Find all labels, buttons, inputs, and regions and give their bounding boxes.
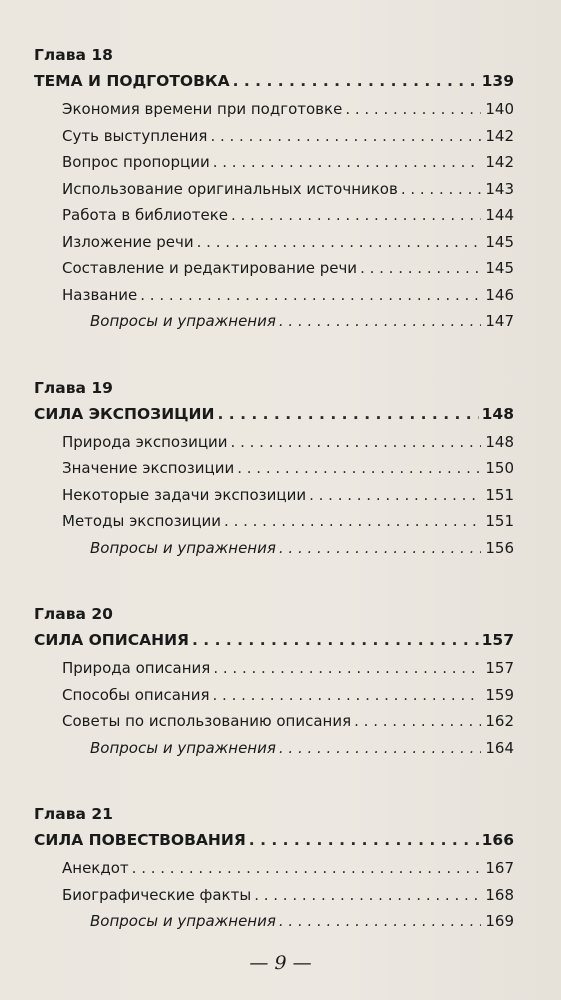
page-number: 144 [485, 206, 514, 224]
leader-dots [140, 282, 481, 309]
toc-entry[interactable] [34, 855, 514, 882]
page-number-folio: — 9 — [249, 952, 312, 974]
entry-text: Суть выступления [62, 126, 208, 145]
page-number: 148 [485, 432, 514, 451]
page-number: 168 [485, 885, 514, 904]
chapter-label: Глава 20 [34, 605, 113, 623]
chapter-title-row[interactable] [34, 399, 514, 429]
entry-text: Значение экспозиции [62, 459, 235, 477]
leader-dots [213, 682, 482, 709]
leader-dots [309, 482, 481, 509]
page-number: 169 [485, 912, 514, 930]
toc-entry[interactable] [34, 455, 514, 482]
leader-dots [360, 255, 481, 282]
entry-text: Составление и редактирование речи [62, 259, 358, 277]
leader-dots [210, 123, 481, 150]
leader-dots [224, 508, 481, 535]
entry-text: Анекдот [62, 859, 129, 877]
leader-dots [279, 735, 481, 762]
page-number: 159 [485, 685, 514, 704]
leader-dots [279, 908, 481, 935]
page-number: 145 [485, 232, 514, 251]
table-of-contents [34, 44, 514, 977]
chapter-20 [34, 603, 514, 761]
leader-dots [279, 308, 481, 335]
entry-text: Работа в библиотеке [62, 206, 228, 224]
entry-text: Вопросы и упражнения [90, 912, 276, 930]
page-number: 166 [481, 831, 514, 849]
entry-text: Вопросы и упражнения [90, 538, 276, 557]
page-number: 139 [481, 72, 514, 90]
leader-dots [254, 882, 481, 909]
leader-dots [213, 655, 481, 682]
page-number: 157 [485, 659, 514, 677]
chapter-title-row[interactable] [34, 66, 514, 96]
toc-entry[interactable] [34, 482, 514, 509]
leader-dots [401, 176, 481, 203]
page-number: 157 [481, 631, 514, 649]
entry-text: Методы экспозиции [62, 512, 222, 530]
page-number: 146 [485, 285, 514, 304]
leader-dots [231, 429, 481, 456]
entry-text: Природа экспозиции [62, 432, 228, 451]
toc-entry[interactable] [34, 229, 514, 256]
entry-text: Биографические факты [62, 885, 252, 904]
toc-entry[interactable] [34, 149, 514, 176]
entry-text: Способы описания [62, 685, 210, 704]
chapter-label: Глава 21 [34, 805, 113, 823]
entry-text: Экономия времени при подготовке [62, 100, 343, 118]
toc-entry-questions[interactable] [34, 908, 514, 935]
toc-entry[interactable] [34, 202, 514, 229]
toc-entry-questions[interactable] [34, 535, 514, 562]
toc-entry[interactable] [34, 882, 514, 909]
chapter-title-row[interactable] [34, 625, 514, 655]
page-number: 151 [485, 485, 514, 504]
chapter-title: ТЕМА И ПОДГОТОВКА [34, 72, 230, 90]
chapter-title-row[interactable] [34, 825, 514, 855]
leader-dots [132, 855, 481, 882]
toc-entry[interactable] [34, 682, 514, 709]
toc-entry[interactable] [34, 655, 514, 682]
page-number: 162 [485, 712, 514, 730]
chapter-title: СИЛА ЭКСПОЗИЦИИ [34, 404, 215, 423]
entry-text: Изложение речи [62, 232, 194, 251]
chapter-label: Глава 19 [34, 378, 113, 397]
page-number: 140 [485, 100, 514, 118]
leader-dots [213, 149, 481, 176]
toc-entry[interactable] [34, 96, 514, 123]
page-number: 142 [485, 126, 514, 145]
entry-text: Название [62, 285, 138, 304]
toc-entry-questions[interactable] [34, 308, 514, 335]
leader-dots [237, 455, 481, 482]
entry-text: Вопросы и упражнения [90, 312, 276, 330]
page-number: 145 [485, 259, 514, 277]
page-number: 150 [485, 459, 514, 477]
leader-dots [345, 96, 481, 123]
toc-entry[interactable] [34, 708, 514, 735]
toc-entry[interactable] [34, 123, 514, 150]
page-number: 156 [485, 538, 514, 557]
leader-dots [354, 708, 481, 735]
leader-dots [218, 399, 479, 429]
page-number: 148 [481, 404, 514, 423]
page-number: 164 [485, 738, 514, 757]
chapter-19 [34, 377, 514, 562]
chapter-title: СИЛА ОПИСАНИЯ [34, 631, 189, 649]
leader-dots [231, 202, 481, 229]
entry-text: Использование оригинальных источников [62, 179, 398, 198]
page-number: 167 [485, 859, 514, 877]
toc-entry[interactable] [34, 429, 514, 456]
page-number: 142 [485, 153, 514, 171]
entry-text: Советы по использованию описания [62, 712, 352, 730]
entry-text: Вопрос пропорции [62, 153, 210, 171]
leader-dots [197, 229, 481, 256]
toc-entry[interactable] [34, 255, 514, 282]
chapter-label: Глава 18 [34, 46, 113, 64]
entry-text: Природа описания [62, 659, 211, 677]
page-number: 147 [485, 312, 514, 330]
entry-text: Некоторые задачи экспозиции [62, 485, 307, 504]
page-number: 143 [485, 179, 514, 198]
toc-entry[interactable] [34, 282, 514, 309]
leader-dots [279, 535, 481, 562]
toc-entry[interactable] [34, 508, 514, 535]
chapter-title: СИЛА ПОВЕСТВОВАНИЯ [34, 831, 246, 849]
chapter-18 [34, 44, 514, 335]
toc-entry[interactable] [34, 176, 514, 203]
leader-dots [192, 625, 479, 655]
leader-dots [249, 825, 479, 855]
leader-dots [233, 66, 479, 96]
chapter-21 [34, 803, 514, 935]
entry-text: Вопросы и упражнения [90, 738, 276, 757]
page-number: 151 [485, 512, 514, 530]
toc-entry-questions[interactable] [34, 735, 514, 762]
